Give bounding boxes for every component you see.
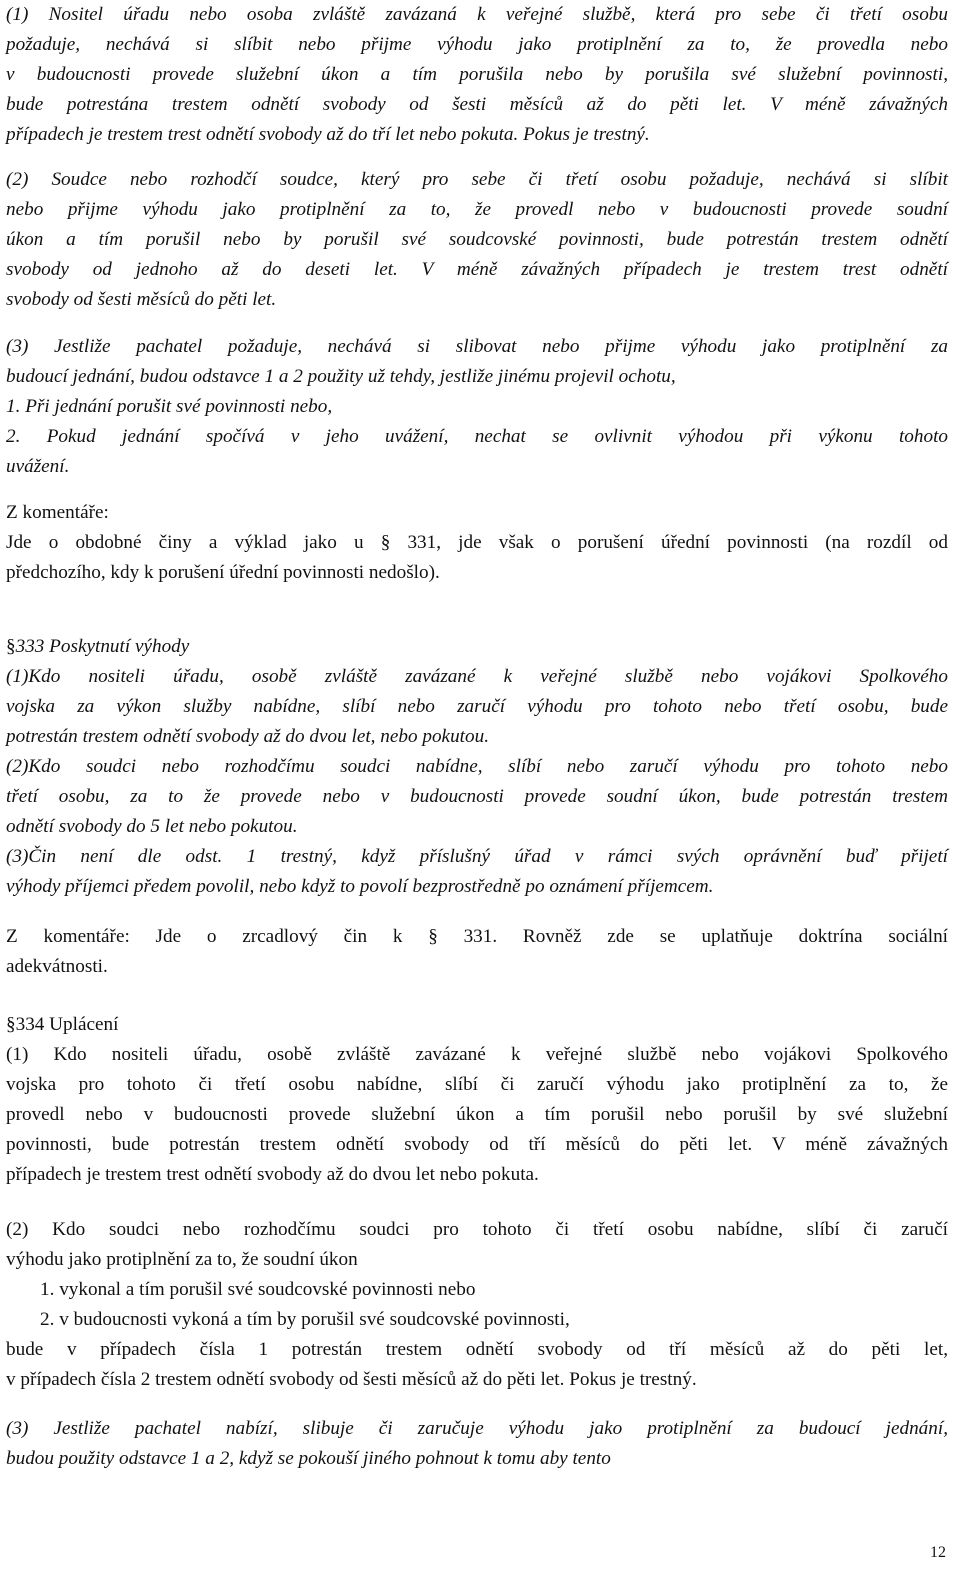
text-line: (1)Kdo nositeli úřadu, osobě zvláště zavázané k veřejné službě nebo vojákovi Spolkového (6, 666, 948, 687)
text-line: odnětí svobody do 5 let nebo pokutou. (6, 816, 298, 837)
text-line: předchozího, kdy k porušení úřední povinnosti nedošlo). (6, 562, 440, 583)
section-title (6, 1010, 948, 1040)
section-334-paragraph-2 (6, 1215, 948, 1395)
text-line: vojska pro tohoto či třetí osobu nabídne, slíbí či zaručí výhodu jako protiplnění za to, že (6, 1074, 948, 1095)
text-line: bude v případech čísla 1 potrestán trestem odnětí svobody od tří měsíců až do pěti let, (6, 1339, 948, 1360)
section-334 (6, 1010, 948, 1190)
comment-block-1 (6, 498, 948, 588)
text-line: výhodu jako protiplnění za to, že soudní úkon (6, 1249, 358, 1270)
list-item: 1. vykonal a tím porušil své soudcovské povinnosti nebo (40, 1279, 476, 1300)
section-title-text: 333 Poskytnutí výhody (15, 636, 190, 657)
text-line: (2) Soudce nebo rozhodčí soudce, který pro sebe či třetí osobu požaduje, nechává si slíbit (6, 169, 948, 190)
comment-heading: Z komentáře: (6, 502, 109, 523)
list-item: 2. v budoucnosti vykoná a tím by porušil své soudcovské povinnosti, (40, 1309, 570, 1330)
section-title-text: 334 Uplácení (15, 1014, 119, 1035)
text-line: případech je trestem trest odnětí svobody až do dvou let nebo pokuta. (6, 1164, 539, 1185)
text-line: potrestán trestem odnětí svobody až do dvou let, nebo pokutou. (6, 726, 489, 747)
text-line: Jde o obdobné činy a výklad jako u § 331, jde však o porušení úřední povinnosti (na rozdíl od (6, 532, 948, 553)
text-line: případech je trestem trest odnětí svobody až do tří let nebo pokuta. Pokus je trestný. (6, 124, 650, 145)
paragraph-1 (6, 0, 948, 150)
text-line: výhody příjemci předem povolil, nebo když to povolí bezprostředně po oznámení příjemcem. (6, 876, 714, 897)
page-number: 12 (930, 1544, 946, 1561)
text-line: (2) Kdo soudci nebo rozhodčímu soudci pro tohoto či třetí osobu nabídne, slíbí či zaručí (6, 1219, 948, 1240)
text-line: vojska za výkon služby nabídne, slíbí nebo zaručí výhodu pro tohoto nebo třetí osobu, bude (6, 696, 948, 717)
text-line: budou použity odstavce 1 a 2, když se pokouší jiného pohnout k tomu aby tento (6, 1448, 611, 1469)
text-line: budoucí jednání, budou odstavce 1 a 2 použity už tehdy, jestliže jinému projevil ochotu, (6, 366, 676, 387)
paragraph-symbol: § (6, 636, 16, 657)
paragraph-3 (6, 332, 948, 482)
text-line: povinnosti, bude potrestán trestem odnětí svobody od tří měsíců do pěti let. V méně závažných (6, 1134, 948, 1155)
section-334-paragraph-3 (6, 1414, 948, 1474)
comment-block-2 (6, 922, 948, 982)
text-line: (1) Kdo nositeli úřadu, osobě zvláště zavázané k veřejné službě nebo vojákovi Spolkového (6, 1044, 948, 1065)
text-line: (3)Čin není dle odst. 1 trestný, když příslušný úřad v rámci svých oprávnění buď přijetí (6, 846, 948, 867)
section-title (6, 632, 948, 662)
text-line: Z komentáře: Jde o zrcadlový čin k § 331. Rovněž zde se uplatňuje doktrína sociální (6, 926, 948, 947)
text-line: uvážení. (6, 456, 70, 477)
text-line: (3) Jestliže pachatel požaduje, nechává si slibovat nebo přijme výhodu jako protiplnění za (6, 336, 948, 357)
text-line: svobody od šesti měsíců do pěti let. (6, 289, 277, 310)
text-line: (1) Nositel úřadu nebo osoba zvláště zavázaná k veřejné službě, která pro sebe či třetí osobu (6, 4, 948, 25)
text-line: nebo přijme výhodu jako protiplnění za to, že provedl nebo v budoucnosti provede soudní (6, 199, 948, 220)
section-333 (6, 632, 948, 902)
text-line: adekvátnosti. (6, 956, 108, 977)
text-line: požaduje, nechává si slíbit nebo přijme výhodu jako protiplnění za to, že provedla nebo (6, 34, 948, 55)
text-line: (2)Kdo soudci nebo rozhodčímu soudci nabídne, slíbí nebo zaručí výhodu pro tohoto nebo (6, 756, 948, 777)
text-line: (3) Jestliže pachatel nabízí, slibuje či zaručuje výhodu jako protiplnění za budoucí jednání, (6, 1418, 948, 1439)
text-line: v případech čísla 2 trestem odnětí svobody od šesti měsíců až do pěti let. Pokus je trestný. (6, 1369, 697, 1390)
paragraph-2 (6, 165, 948, 315)
text-line: úkon a tím porušil nebo by porušil své soudcovské povinnosti, bude potrestán trestem odnětí (6, 229, 948, 250)
text-line: v budoucnosti provede služební úkon a tím porušila nebo by porušila své služební povinnosti, (6, 64, 948, 85)
text-line: 2. Pokud jednání spočívá v jeho uvážení, nechat se ovlivnit výhodou při výkonu tohoto (6, 426, 948, 447)
text-line: provedl nebo v budoucnosti provede služební úkon a tím porušil nebo porušil by své služební (6, 1104, 948, 1125)
text-line: třetí osobu, za to že provede nebo v budoucnosti provede soudní úkon, bude potrestán trestem (6, 786, 948, 807)
text-line: bude potrestána trestem odnětí svobody od šesti měsíců až do pěti let. V méně závažných (6, 94, 948, 115)
text-line: 1. Při jednání porušit své povinnosti nebo, (6, 396, 333, 417)
paragraph-symbol: § (6, 1014, 16, 1035)
text-line: svobody od jednoho až do deseti let. V méně závažných případech je trestem trest odnětí (6, 259, 948, 280)
